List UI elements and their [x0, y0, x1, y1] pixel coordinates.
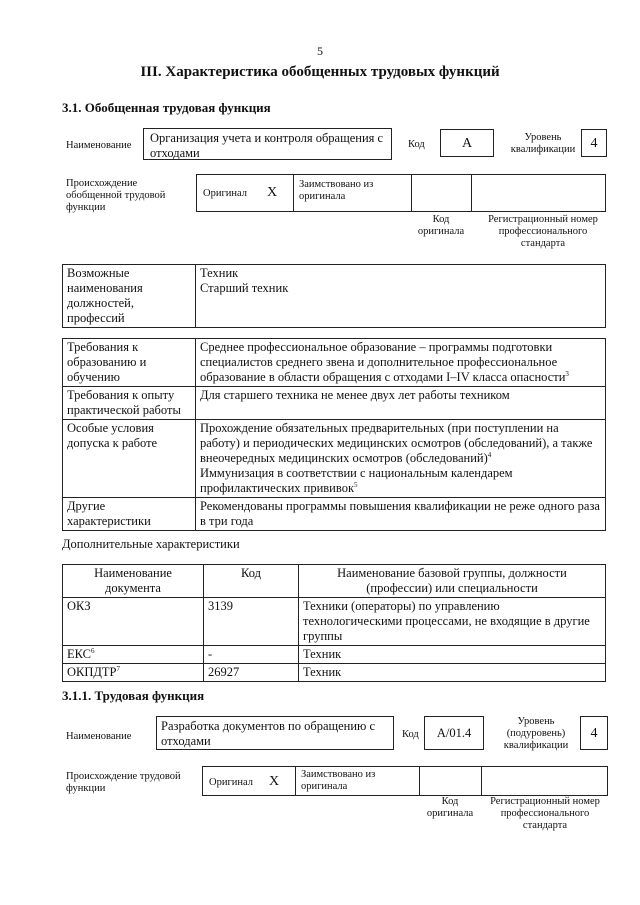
divider	[293, 175, 294, 211]
name-label: Наименование	[66, 731, 132, 742]
function-name-box	[143, 128, 392, 160]
origin-table	[202, 766, 608, 796]
origin-label: Происхождение обобщенной трудовой функции	[66, 178, 166, 213]
function-name: Разработка документов по обращению с отходами	[161, 719, 376, 748]
divider	[471, 175, 472, 211]
level-label: Уровень квалификации	[510, 132, 576, 155]
level-label: Уровень (подуровень) квалификации	[503, 716, 569, 751]
code-value: А/01.4	[436, 726, 472, 740]
section-heading: 3.1. Обобщенная трудовая функция	[62, 100, 271, 115]
header-document: Наименование документа	[63, 565, 204, 598]
positions-table	[62, 264, 606, 328]
table-row	[63, 664, 606, 682]
original-mark: X	[269, 774, 280, 789]
experience-label: Требования к опыту практической работы	[63, 387, 196, 420]
borrowed-label: Заимствовано из оригинала	[301, 769, 376, 792]
reg-number-label: Регистрационный номер профессионального стандарта	[488, 214, 598, 249]
page-number: 5	[317, 44, 323, 58]
table-row	[63, 646, 606, 664]
code-cell: -	[204, 646, 299, 664]
other-label: Другие характеристики	[63, 498, 196, 531]
code-cell: 26927	[204, 664, 299, 682]
code-original-label: Код оригинала	[417, 214, 465, 237]
admission-value: Прохождение обязательных предварительных (при поступлении на работу) и периодических медицинских осмотров (обследований), а также внеочередных медицинских осмотров (обследований)$^4$ Иммунизация в соответствии с национальным календарем профилактических прививок$^5$	[196, 420, 606, 498]
level-value-box	[580, 716, 608, 750]
level-value: 4	[590, 136, 598, 151]
education-label: Требования к образованию и обучению	[63, 339, 196, 387]
function-name: Организация учета и контроля обращения с отходами	[150, 131, 384, 160]
name-cell: Техники (операторы) по управлению технологическими процессами, не входящие в другие группы	[299, 598, 606, 646]
borrowed-label: Заимствовано из оригинала	[299, 179, 374, 202]
doc-cell: ОКПДТР$^7$	[63, 664, 204, 682]
additional-heading: Дополнительные характеристики	[62, 537, 240, 551]
code-label: Код	[402, 729, 419, 740]
name-label: Наименование	[66, 140, 132, 151]
name-cell: Техник	[299, 664, 606, 682]
table-row	[63, 598, 606, 646]
other-value: Рекомендованы программы повышения квалификации не реже одного раза в три года	[196, 498, 606, 531]
subsection-heading: 3.1.1. Трудовая функция	[62, 688, 205, 703]
position-item: Старший техник	[200, 281, 289, 295]
divider	[419, 767, 420, 795]
code-value-box	[424, 716, 484, 750]
divider	[411, 175, 412, 211]
code-value: А	[461, 136, 473, 151]
level-value-box	[581, 129, 607, 157]
additional-table	[62, 564, 606, 682]
code-original-label: Код оригинала	[426, 796, 474, 819]
code-cell: 3139	[204, 598, 299, 646]
original-label: Оригинал	[209, 777, 253, 788]
level-value: 4	[590, 726, 598, 741]
doc-cell: ОКЗ	[63, 598, 204, 646]
positions-values	[196, 265, 606, 328]
doc-cell: ЕКС$^6$	[63, 646, 204, 664]
origin-label: Происхождение трудовой функции	[66, 771, 181, 794]
reg-number-label: Регистрационный номер профессионального стандарта	[490, 796, 600, 831]
code-value-box	[440, 129, 494, 157]
requirements-table	[62, 338, 606, 531]
main-title: III. Характеристика обобщенных трудовых функций	[140, 64, 500, 80]
name-cell: Техник	[299, 646, 606, 664]
position-item: Техник	[200, 266, 239, 280]
code-label: Код	[408, 139, 425, 150]
original-label: Оригинал	[203, 188, 247, 199]
original-mark: X	[267, 185, 278, 200]
header-code: Код	[204, 565, 299, 598]
admission-label: Особые условия допуска к работе	[63, 420, 196, 498]
divider	[295, 767, 296, 795]
header-name: Наименование базовой группы, должности (профессии) или специальности	[299, 565, 606, 598]
function-name-box	[156, 716, 394, 750]
experience-value: Для старшего техника не менее двух лет работы техником	[196, 387, 606, 420]
divider	[481, 767, 482, 795]
origin-table	[196, 174, 606, 212]
positions-label: Возможные наименования должностей, профессий	[63, 265, 196, 328]
education-value: Среднее профессиональное образование – программы подготовки специалистов среднего звена и дополнительное профессиональное образование в области обращения с отходами I–IV класса опасности$^3$	[196, 339, 606, 387]
